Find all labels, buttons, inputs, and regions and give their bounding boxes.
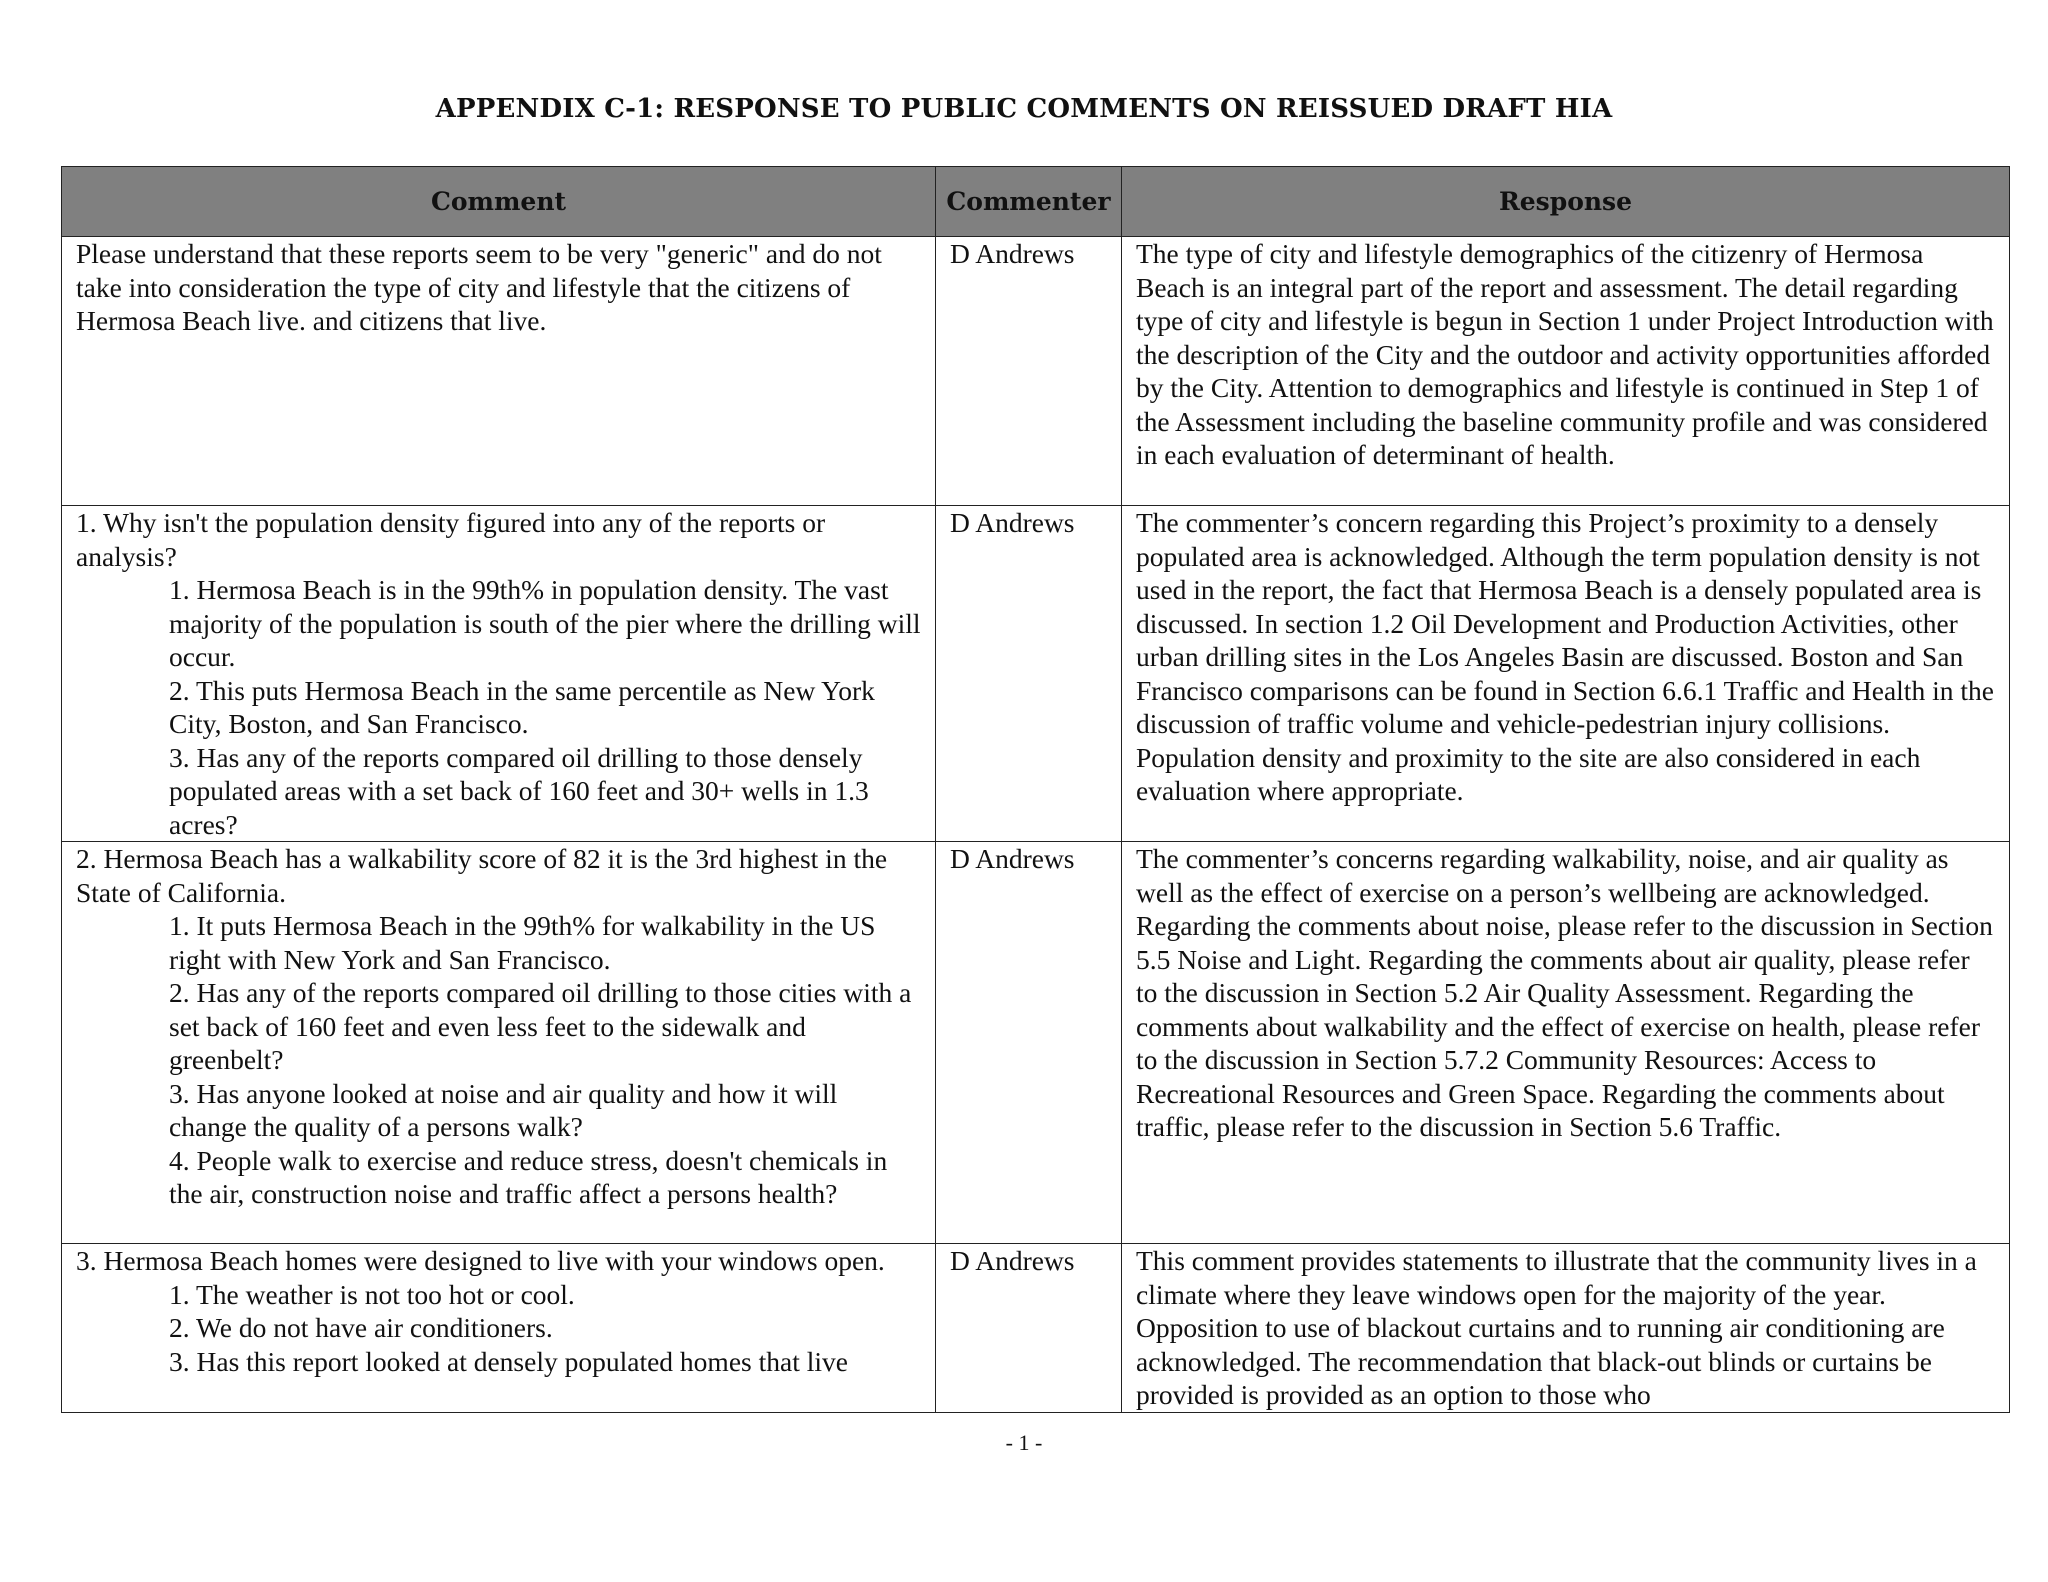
comment-question: 2. Hermosa Beach has a walkability score of 82 it is the 3rd highest in the State of California. <box>76 843 888 908</box>
table-row <box>62 842 2010 1244</box>
response-cell: The commenter’s concerns regarding walkability, noise, and air quality as well as the effect of exercise on a person’s wellbeing are acknowledged. Regarding the comments about noise, please refer to the discussion in Section 5.5 Noise and Light. Regarding the comments about air quality, please refer to the discussion in Section 5.2 Air Quality Assessment. Regarding the comments about walkability and the effect of exercise on health, please refer to the discussion in Section 5.7.2 Community Resources: Access to Recreational Resources and Green Space. Regarding the comments about traffic, please refer to the discussion in Section 5.6 Traffic. <box>1122 842 2010 1244</box>
table-row <box>62 506 2010 842</box>
comment-cell <box>62 1244 936 1413</box>
column-header-comment: Comment <box>62 167 936 237</box>
comment-sub-item: 2. We do not have air conditioners. <box>169 1312 553 1343</box>
page-number: - 1 - <box>1005 1430 1043 1455</box>
comment-text: Please understand that these reports seem to be very "generic" and do not take into consideration the type of city and lifestyle that the citizens of Hermosa Beach live. and citizens that live. <box>76 238 882 336</box>
commenter-cell: D Andrews <box>936 506 1122 842</box>
commenter-cell: D Andrews <box>936 1244 1122 1413</box>
comment-sub-item: 1. It puts Hermosa Beach in the 99th% for walkability in the US right with New York and San Francisco. <box>169 910 876 975</box>
comment-sub-item: 1. Hermosa Beach is in the 99th% in population density. The vast majority of the population is south of the pier where the drilling will occur. <box>169 574 921 672</box>
comment-cell <box>62 237 936 506</box>
page-title: APPENDIX C-1: RESPONSE TO PUBLIC COMMENTS ON REISSUED DRAFT HIA <box>435 94 1613 124</box>
comment-sub-item: 2. This puts Hermosa Beach in the same percentile as New York City, Boston, and San Francisco. <box>169 674 875 739</box>
column-header-commenter: Commenter <box>936 167 1122 237</box>
comment-cell <box>62 842 936 1244</box>
comment-sub-item: 2. Has any of the reports compared oil drilling to those cities with a set back of 160 feet and even less feet to the sidewalk and greenbelt? <box>169 977 912 1075</box>
commenter-cell: D Andrews <box>936 842 1122 1244</box>
table-row <box>62 237 2010 506</box>
table-row <box>62 1244 2010 1413</box>
comment-question: 1. Why isn't the population density figured into any of the reports or analysis? <box>76 507 826 572</box>
column-header-response: Response <box>1122 167 2010 237</box>
commenter-cell: D Andrews <box>936 237 1122 506</box>
comment-sub-item: 3. Has any of the reports compared oil drilling to those densely populated areas with a set back of 160 feet and 30+ wells in 1.3 acres? <box>169 741 869 840</box>
response-cell: The commenter’s concern regarding this Project’s proximity to a densely populated area is acknowledged. Although the term population density is not used in the report, the fact that Hermosa Beach is a densely populated area is discussed. In section 1.2 Oil Development and Production Activities, other urban drilling sites in the Los Angeles Basin are discussed. Boston and San Francisco comparisons can be found in Section 6.6.1 Traffic and Health in the discussion of traffic volume and vehicle-pedestrian injury collisions. Population density and proximity to the site are also considered in each evaluation where appropriate. <box>1122 506 2010 842</box>
comment-sub-item: 3. Has this report looked at densely populated homes that live <box>169 1345 848 1377</box>
comment-sub-item: 1. The weather is not too hot or cool. <box>169 1278 575 1310</box>
comment-sub-item: 3. Has anyone looked at noise and air quality and how it will change the quality of a persons walk? <box>169 1077 838 1142</box>
table-header-row <box>62 167 2010 237</box>
comments-table <box>61 166 2010 1413</box>
response-cell: The type of city and lifestyle demographics of the citizenry of Hermosa Beach is an integral part of the report and assessment. The detail regarding type of city and lifestyle is begun in Section 1 under Project Introduction with the description of the City and the outdoor and activity opportunities afforded by the City. Attention to demographics and lifestyle is continued in Step 1 of the Assessment including the baseline community profile and was considered in each evaluation of determinant of health. <box>1122 237 2010 506</box>
response-cell: This comment provides statements to illustrate that the community lives in a climate where they leave windows open for the majority of the year. Opposition to use of blackout curtains and to running air conditioning are acknowledged. The recommendation that black-out blinds or curtains be provided is provided as an option to those who <box>1122 1244 2010 1413</box>
comment-cell <box>62 506 936 842</box>
comment-question: 3. Hermosa Beach homes were designed to live with your windows open. <box>76 1245 885 1276</box>
comment-sub-item: 4. People walk to exercise and reduce stress, doesn't chemicals in the air, construction noise and traffic affect a persons health? <box>169 1144 888 1209</box>
